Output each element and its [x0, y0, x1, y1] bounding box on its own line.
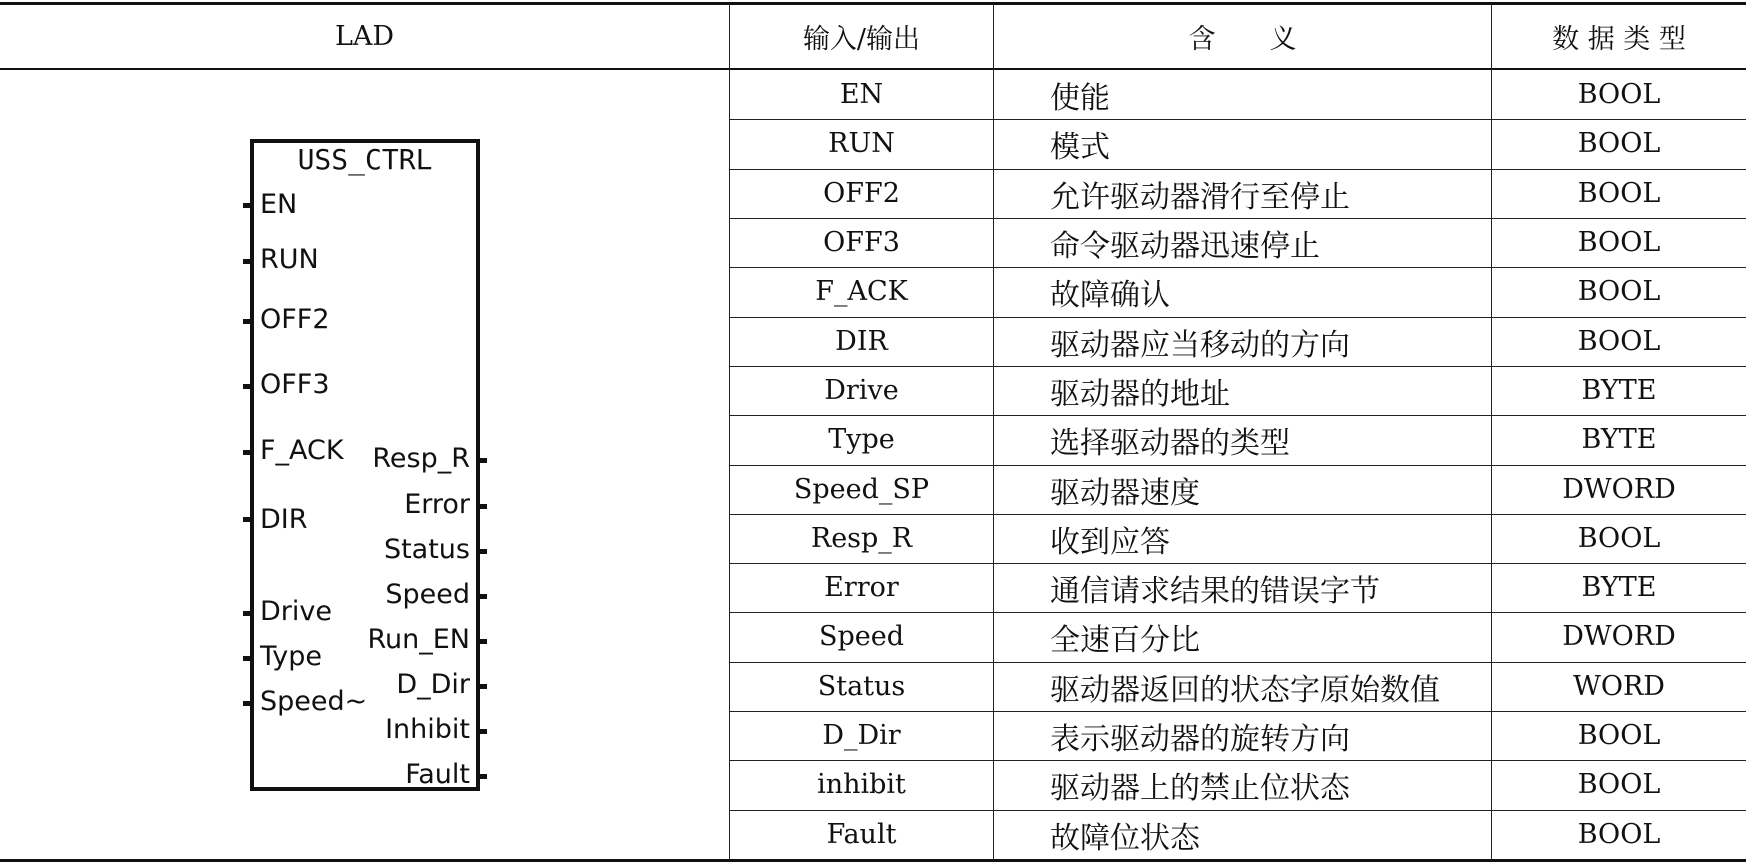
pin-stub	[480, 639, 487, 644]
io-cell: Fault	[826, 819, 897, 850]
output-pin-run-en: Run_EN	[367, 624, 470, 655]
io-cell: F_ACK	[815, 276, 908, 307]
meaning-cell: 驱动器速度	[1050, 475, 1200, 511]
meaning-cell: 命令驱动器迅速停止	[1050, 228, 1320, 264]
meaning-cell: 通信请求结果的错误字节	[1050, 573, 1380, 609]
column-divider	[993, 4, 994, 860]
meaning-cell: 故障确认	[1050, 277, 1170, 313]
io-cell: Drive	[824, 375, 899, 406]
pin-stub	[243, 656, 250, 661]
pin-stub	[480, 684, 487, 689]
meaning-cell: 驱动器返回的状态字原始数值	[1050, 672, 1440, 708]
data-type-cell: BOOL	[1577, 523, 1661, 554]
data-type-cell: DWORD	[1562, 474, 1676, 505]
meaning-cell: 表示驱动器的旋转方向	[1050, 721, 1350, 757]
meaning-cell: 选择驱动器的类型	[1050, 425, 1290, 461]
pin-stub	[480, 549, 487, 554]
output-pin-resp-r: Resp_R	[372, 443, 470, 474]
data-type-cell: BOOL	[1577, 276, 1661, 307]
meaning-cell: 驱动器上的禁止位状态	[1050, 770, 1350, 806]
header-meaning: 含 义	[1188, 23, 1297, 55]
data-type-cell: BOOL	[1577, 326, 1661, 357]
data-type-cell: BOOL	[1577, 720, 1661, 751]
input-pin-type: Type	[260, 641, 323, 672]
header-data-type: 数 据 类 型	[1552, 23, 1686, 55]
input-pin-off3: OFF3	[260, 369, 330, 400]
data-type-cell: BOOL	[1577, 227, 1661, 258]
input-pin-off2: OFF2	[260, 304, 330, 335]
data-type-cell: BYTE	[1581, 375, 1657, 406]
input-pin-drive: Drive	[260, 596, 332, 627]
data-type-cell: BYTE	[1581, 424, 1657, 455]
data-type-cell: BOOL	[1577, 128, 1661, 159]
pin-stub	[243, 611, 250, 616]
output-pin-d-dir: D_Dir	[396, 669, 470, 700]
io-cell: D_Dir	[822, 720, 901, 751]
io-cell: Speed_SP	[793, 474, 930, 505]
pin-stub	[480, 729, 487, 734]
pin-stub	[243, 384, 250, 389]
pin-stub	[243, 517, 250, 522]
block-title: USS_CTRL	[297, 143, 433, 176]
io-cell: Resp_R	[810, 523, 913, 554]
io-cell: Speed	[818, 621, 905, 652]
pin-stub	[480, 458, 487, 463]
io-cell: Type	[828, 424, 895, 455]
data-type-cell: BOOL	[1577, 178, 1661, 209]
input-pin-speed-sp: Speed~	[260, 686, 368, 717]
io-cell: OFF3	[823, 227, 900, 258]
input-pin-run: RUN	[260, 244, 319, 275]
pin-stub	[243, 701, 250, 706]
meaning-cell: 允许驱动器滑行至停止	[1050, 179, 1350, 215]
output-pin-fault: Fault	[405, 759, 470, 790]
input-pin-dir: DIR	[260, 504, 308, 535]
pin-stub	[243, 259, 250, 264]
output-pin-error: Error	[404, 489, 470, 520]
data-type-cell: BOOL	[1577, 769, 1661, 800]
data-type-cell: BOOL	[1577, 819, 1661, 850]
input-pin-en: EN	[260, 189, 298, 220]
io-cell: Error	[824, 572, 899, 603]
output-pin-inhibit: Inhibit	[385, 714, 470, 745]
input-pin-f-ack: F_ACK	[260, 435, 344, 466]
output-pin-speed: Speed	[385, 579, 470, 610]
io-cell: RUN	[828, 128, 895, 159]
meaning-cell: 模式	[1050, 129, 1110, 165]
io-cell: EN	[839, 79, 884, 110]
pin-stub	[480, 774, 487, 779]
io-cell: inhibit	[817, 769, 906, 800]
data-type-cell: BOOL	[1577, 79, 1661, 110]
data-type-cell: WORD	[1573, 671, 1665, 702]
pin-stub	[243, 319, 250, 324]
meaning-cell: 使能	[1050, 80, 1110, 116]
header-lad: LAD	[334, 20, 395, 52]
meaning-cell: 驱动器的地址	[1050, 376, 1230, 412]
table-bottom-rule	[0, 859, 1746, 862]
pin-stub	[480, 594, 487, 599]
data-type-cell: BYTE	[1581, 572, 1657, 603]
meaning-cell: 收到应答	[1050, 524, 1170, 560]
io-cell: Status	[817, 671, 906, 702]
meaning-cell: 全速百分比	[1050, 622, 1200, 658]
io-cell: DIR	[835, 326, 888, 357]
pin-stub	[480, 504, 487, 509]
pin-stub	[243, 450, 250, 455]
header-io: 输入/输出	[802, 23, 921, 55]
meaning-cell: 故障位状态	[1050, 820, 1200, 856]
pin-stub	[243, 203, 250, 208]
io-cell: OFF2	[823, 178, 900, 209]
meaning-cell: 驱动器应当移动的方向	[1050, 327, 1350, 363]
output-pin-status: Status	[383, 534, 470, 565]
data-type-cell: DWORD	[1562, 621, 1676, 652]
